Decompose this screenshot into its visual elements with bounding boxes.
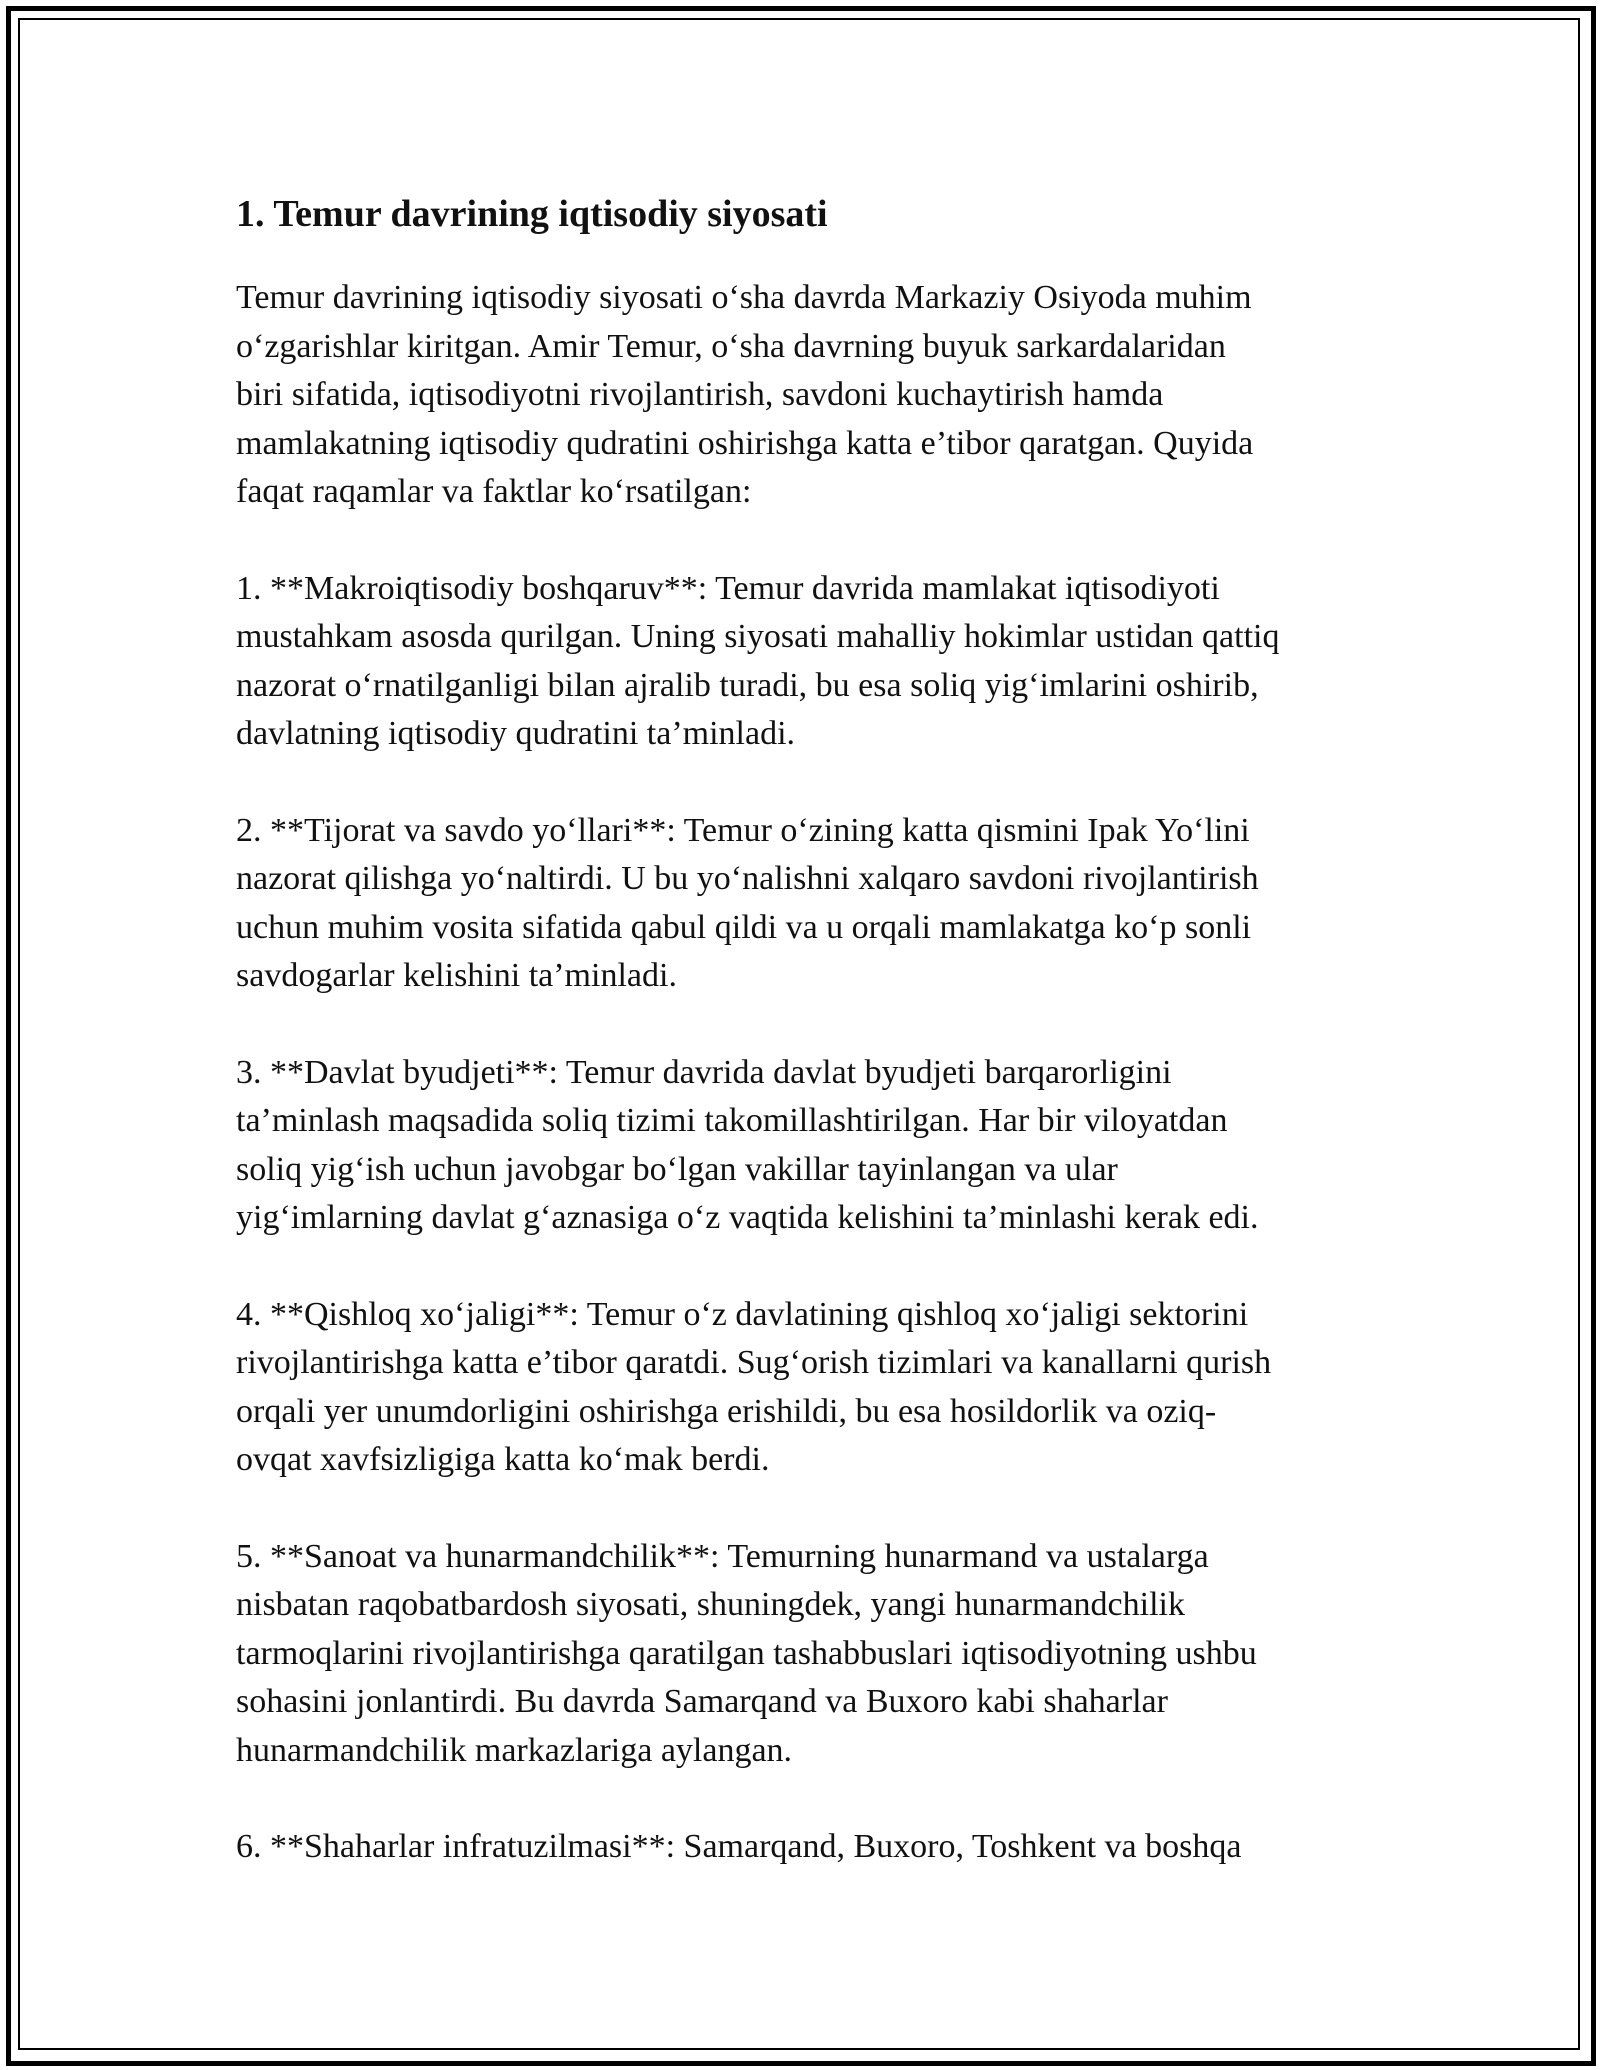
list-item-agriculture: 4. **Qishloq xo‘jaligi**: Temur o‘z davlatining qishloq xo‘jaligi sektorini rivojlantirishga katta e’tibor qaratdi. Sug‘orish tizimlari va kanallarni qurish orqali yer unumdorligini oshirishga erishildi, bu esa hosildorlik va oziq- ovqat xavfsizligiga katta ko‘mak berdi. xyxy=(236,1295,1272,1478)
list-item-state-budget: 3. **Davlat byudjeti**: Temur davrida davlat byudjeti barqarorligini ta’minlash maqsadida soliq tizimi takomillashtirilgan. Har bir viloyatdan soliq yig‘ish uchun javobgar bo‘lgan vakillar tayinlangan va ular yig‘imlarning davlat g‘aznasiga o‘z vaqtida kelishini ta’minlashi kerak edi. xyxy=(236,1053,1259,1236)
list-item-industry-crafts: 5. **Sanoat va hunarmandchilik**: Temurning hunarmand va ustalarga nisbatan raqobatbardosh siyosati, shuningdek, yangi hunarmandchilik tarmoqlarini rivojlantirishga qaratilgan tashabbuslari iqtisodiyotning ushbu sohasini jonlantirdi. Bu davrda Samarqand va Buxoro kabi shaharlar hunarmandchilik markazlariga aylangan. xyxy=(236,1537,1257,1769)
section-heading: 1. Temur davrining iqtisodiy siyosati xyxy=(236,193,828,235)
document-body xyxy=(236,188,1376,1920)
list-item-trade-routes: 2. **Tijorat va savdo yo‘llari**: Temur o‘zining katta qismini Ipak Yo‘lini nazorat qilishga yo‘naltirdi. U bu yo‘nalishni xalqaro savdoni rivojlantirish uchun muhim vosita sifatida qabul qildi va u orqali mamlakatga ko‘p sonli savdogarlar kelishini ta’minladi. xyxy=(236,811,1259,994)
list-item-macroeconomic-management: 1. **Makroiqtisodiy boshqaruv**: Temur davrida mamlakat iqtisodiyoti mustahkam asosda qurilgan. Uning siyosati mahalliy hokimlar ustidan qattiq nazorat o‘rnatilganligi bilan ajralib turadi, bu esa soliq yig‘imlarini oshirib, davlatning iqtisodiy qudratini ta’minladi. xyxy=(236,569,1280,752)
intro-paragraph: Temur davrining iqtisodiy siyosati o‘sha davrda Markaziy Osiyoda muhim o‘zgarishlar kiritgan. Amir Temur, o‘sha davrning buyuk sarkardalaridan biri sifatida, iqtisodiyotni rivojlantirish, savdoni kuchaytirish hamda mamlakatning iqtisodiy qudratini oshirishga katta e’tibor qaratgan. Quyida faqat raqamlar va faktlar ko‘rsatilgan: xyxy=(236,279,1254,510)
list-item-urban-infrastructure: 6. **Shaharlar infratuzilmasi**: Samarqand, Buxoro, Toshkent va boshqa xyxy=(236,1828,1242,1865)
